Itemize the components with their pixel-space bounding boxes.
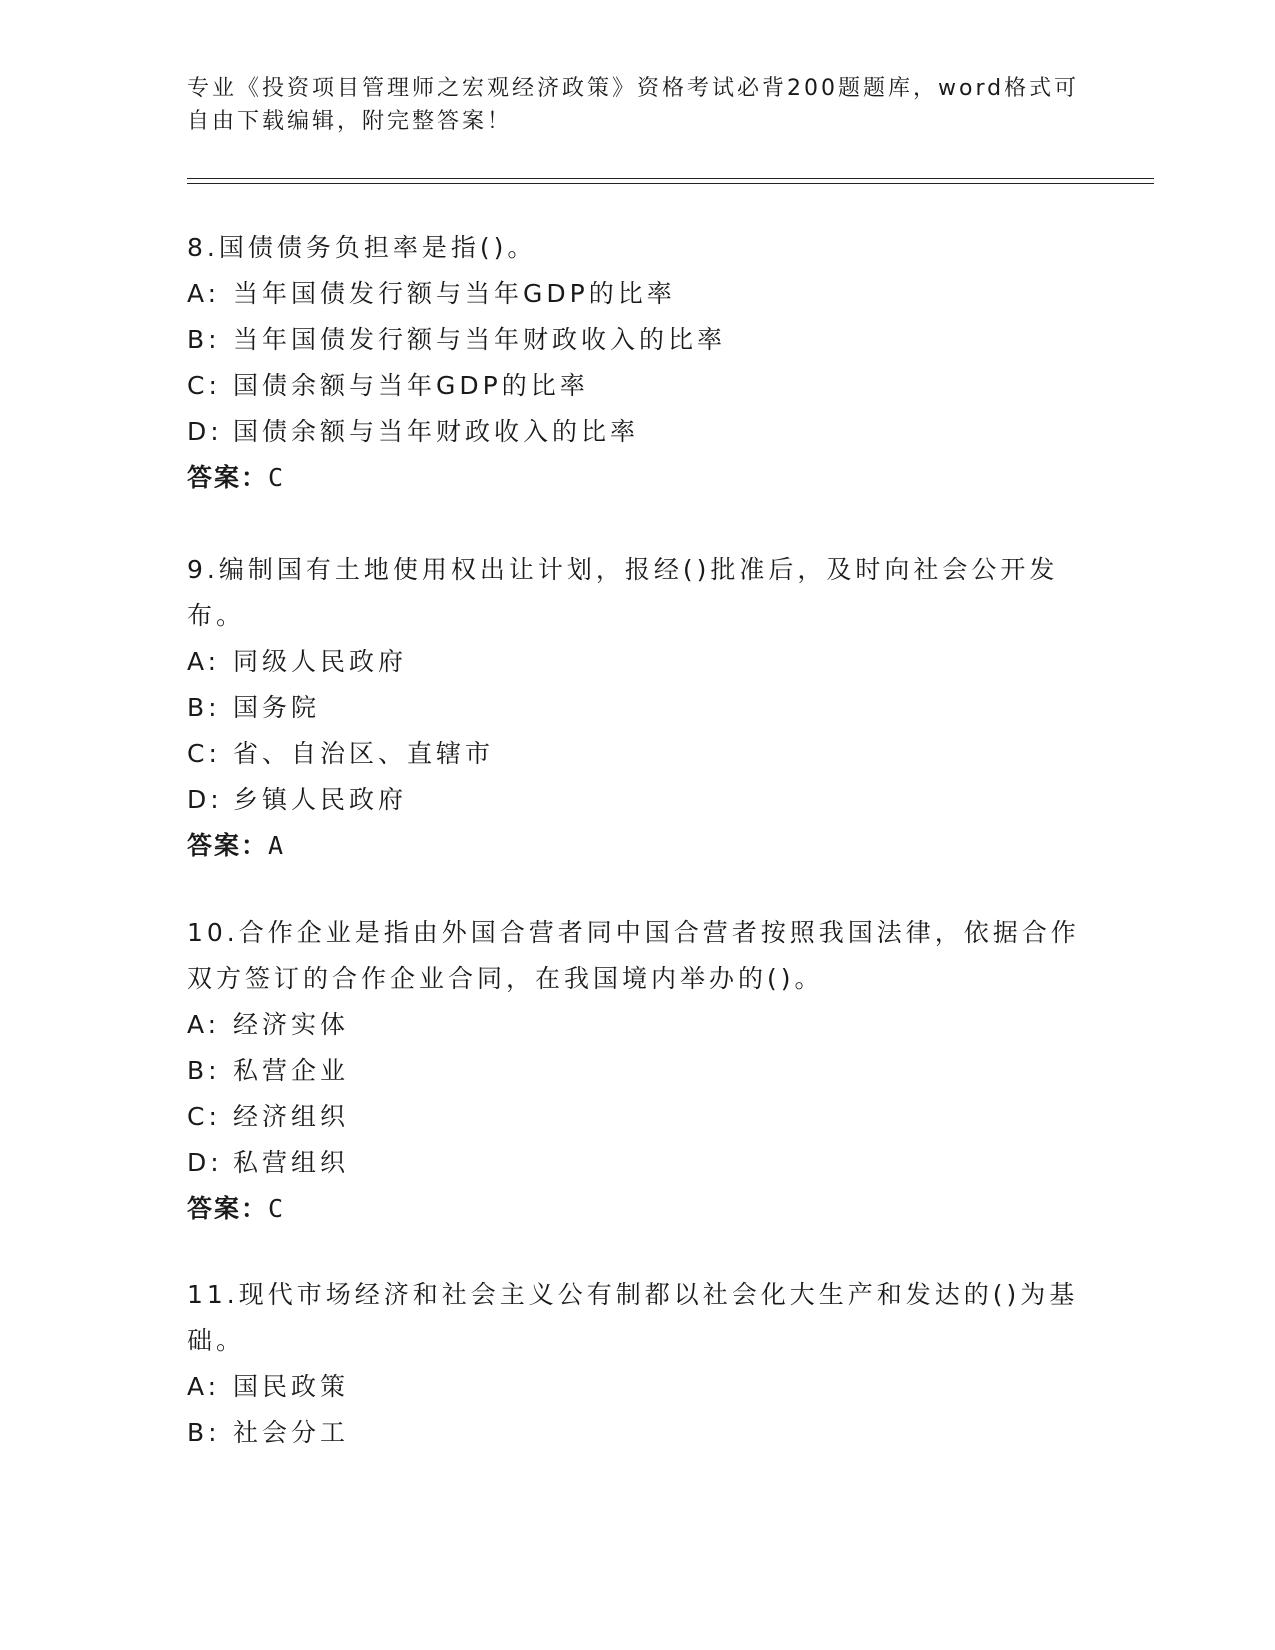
option-c — [187, 731, 1087, 777]
option-c — [187, 1094, 1087, 1140]
question-11 — [187, 1272, 1087, 1456]
option-c — [187, 363, 1087, 409]
option-d — [187, 1140, 1087, 1186]
option-letter: B: — [187, 1056, 221, 1085]
option-letter: B: — [187, 1418, 221, 1447]
option-text: 当年国债发行额与当年财政收入的比率 — [233, 325, 727, 354]
question-stem-continued: 布。 — [187, 601, 246, 630]
header-line-1: 专业《投资项目管理师之宏观经济政策》资格考试必背200题题库，word格式可 — [187, 76, 1080, 101]
question-stem: 9.编制国有土地使用权出让计划，报经()批准后，及时向社会公开发 — [187, 555, 1059, 584]
option-text: 经济实体 — [233, 1010, 350, 1039]
option-letter: A: — [187, 279, 221, 308]
option-letter: D: — [187, 785, 223, 814]
option-letter: D: — [187, 1148, 223, 1177]
option-text: 国债余额与当年GDP的比率 — [233, 371, 589, 400]
option-letter: A: — [187, 1010, 221, 1039]
question-stem-continued: 双方签订的合作企业合同，在我国境内举办的()。 — [187, 964, 824, 993]
option-text: 乡镇人民政府 — [233, 785, 408, 814]
option-letter: D: — [187, 417, 223, 446]
option-a — [187, 271, 1087, 317]
option-letter: C: — [187, 371, 221, 400]
question-10 — [187, 910, 1087, 1232]
option-text: 国债余额与当年财政收入的比率 — [233, 417, 640, 446]
answer-line — [187, 1186, 1087, 1232]
option-b — [187, 685, 1087, 731]
document-header — [187, 72, 1087, 138]
option-b — [187, 317, 1087, 363]
option-letter: A: — [187, 647, 221, 676]
answer-line — [187, 823, 1087, 869]
question-stem: 10.合作企业是指由外国合营者同中国合营者按照我国法律，依据合作 — [187, 918, 1080, 947]
option-d — [187, 777, 1087, 823]
answer-label: 答案： — [187, 831, 269, 860]
option-text: 省、自治区、直辖市 — [233, 739, 495, 768]
option-text: 私营企业 — [233, 1056, 350, 1085]
option-letter: B: — [187, 693, 221, 722]
option-text: 同级人民政府 — [233, 647, 408, 676]
option-text: 私营组织 — [233, 1148, 350, 1177]
question-9 — [187, 547, 1087, 869]
option-letter: C: — [187, 1102, 221, 1131]
option-a — [187, 639, 1087, 685]
question-stem: 11.现代市场经济和社会主义公有制都以社会化大生产和发达的()为基 — [187, 1280, 1079, 1309]
option-a — [187, 1364, 1087, 1410]
option-text: 社会分工 — [233, 1418, 350, 1447]
option-letter: C: — [187, 739, 221, 768]
option-text: 当年国债发行额与当年GDP的比率 — [233, 279, 676, 308]
question-8 — [187, 225, 1087, 501]
answer-value: C — [268, 463, 286, 492]
option-text: 国务院 — [233, 693, 321, 722]
header-divider-bottom — [187, 183, 1154, 184]
option-d — [187, 409, 1087, 455]
header-divider-top — [187, 178, 1154, 179]
question-stem: 8.国债债务负担率是指()。 — [187, 233, 537, 262]
option-letter: A: — [187, 1372, 221, 1401]
option-text: 经济组织 — [233, 1102, 350, 1131]
option-a — [187, 1002, 1087, 1048]
answer-label: 答案： — [187, 1194, 269, 1223]
answer-label: 答案： — [187, 463, 269, 492]
option-b — [187, 1410, 1087, 1456]
option-b — [187, 1048, 1087, 1094]
answer-value: A — [268, 831, 286, 860]
question-stem-continued: 础。 — [187, 1326, 246, 1355]
answer-line — [187, 455, 1087, 501]
answer-value: C — [268, 1194, 286, 1223]
header-line-2: 自由下载编辑，附完整答案！ — [187, 109, 513, 134]
option-letter: B: — [187, 325, 221, 354]
option-text: 国民政策 — [233, 1372, 350, 1401]
